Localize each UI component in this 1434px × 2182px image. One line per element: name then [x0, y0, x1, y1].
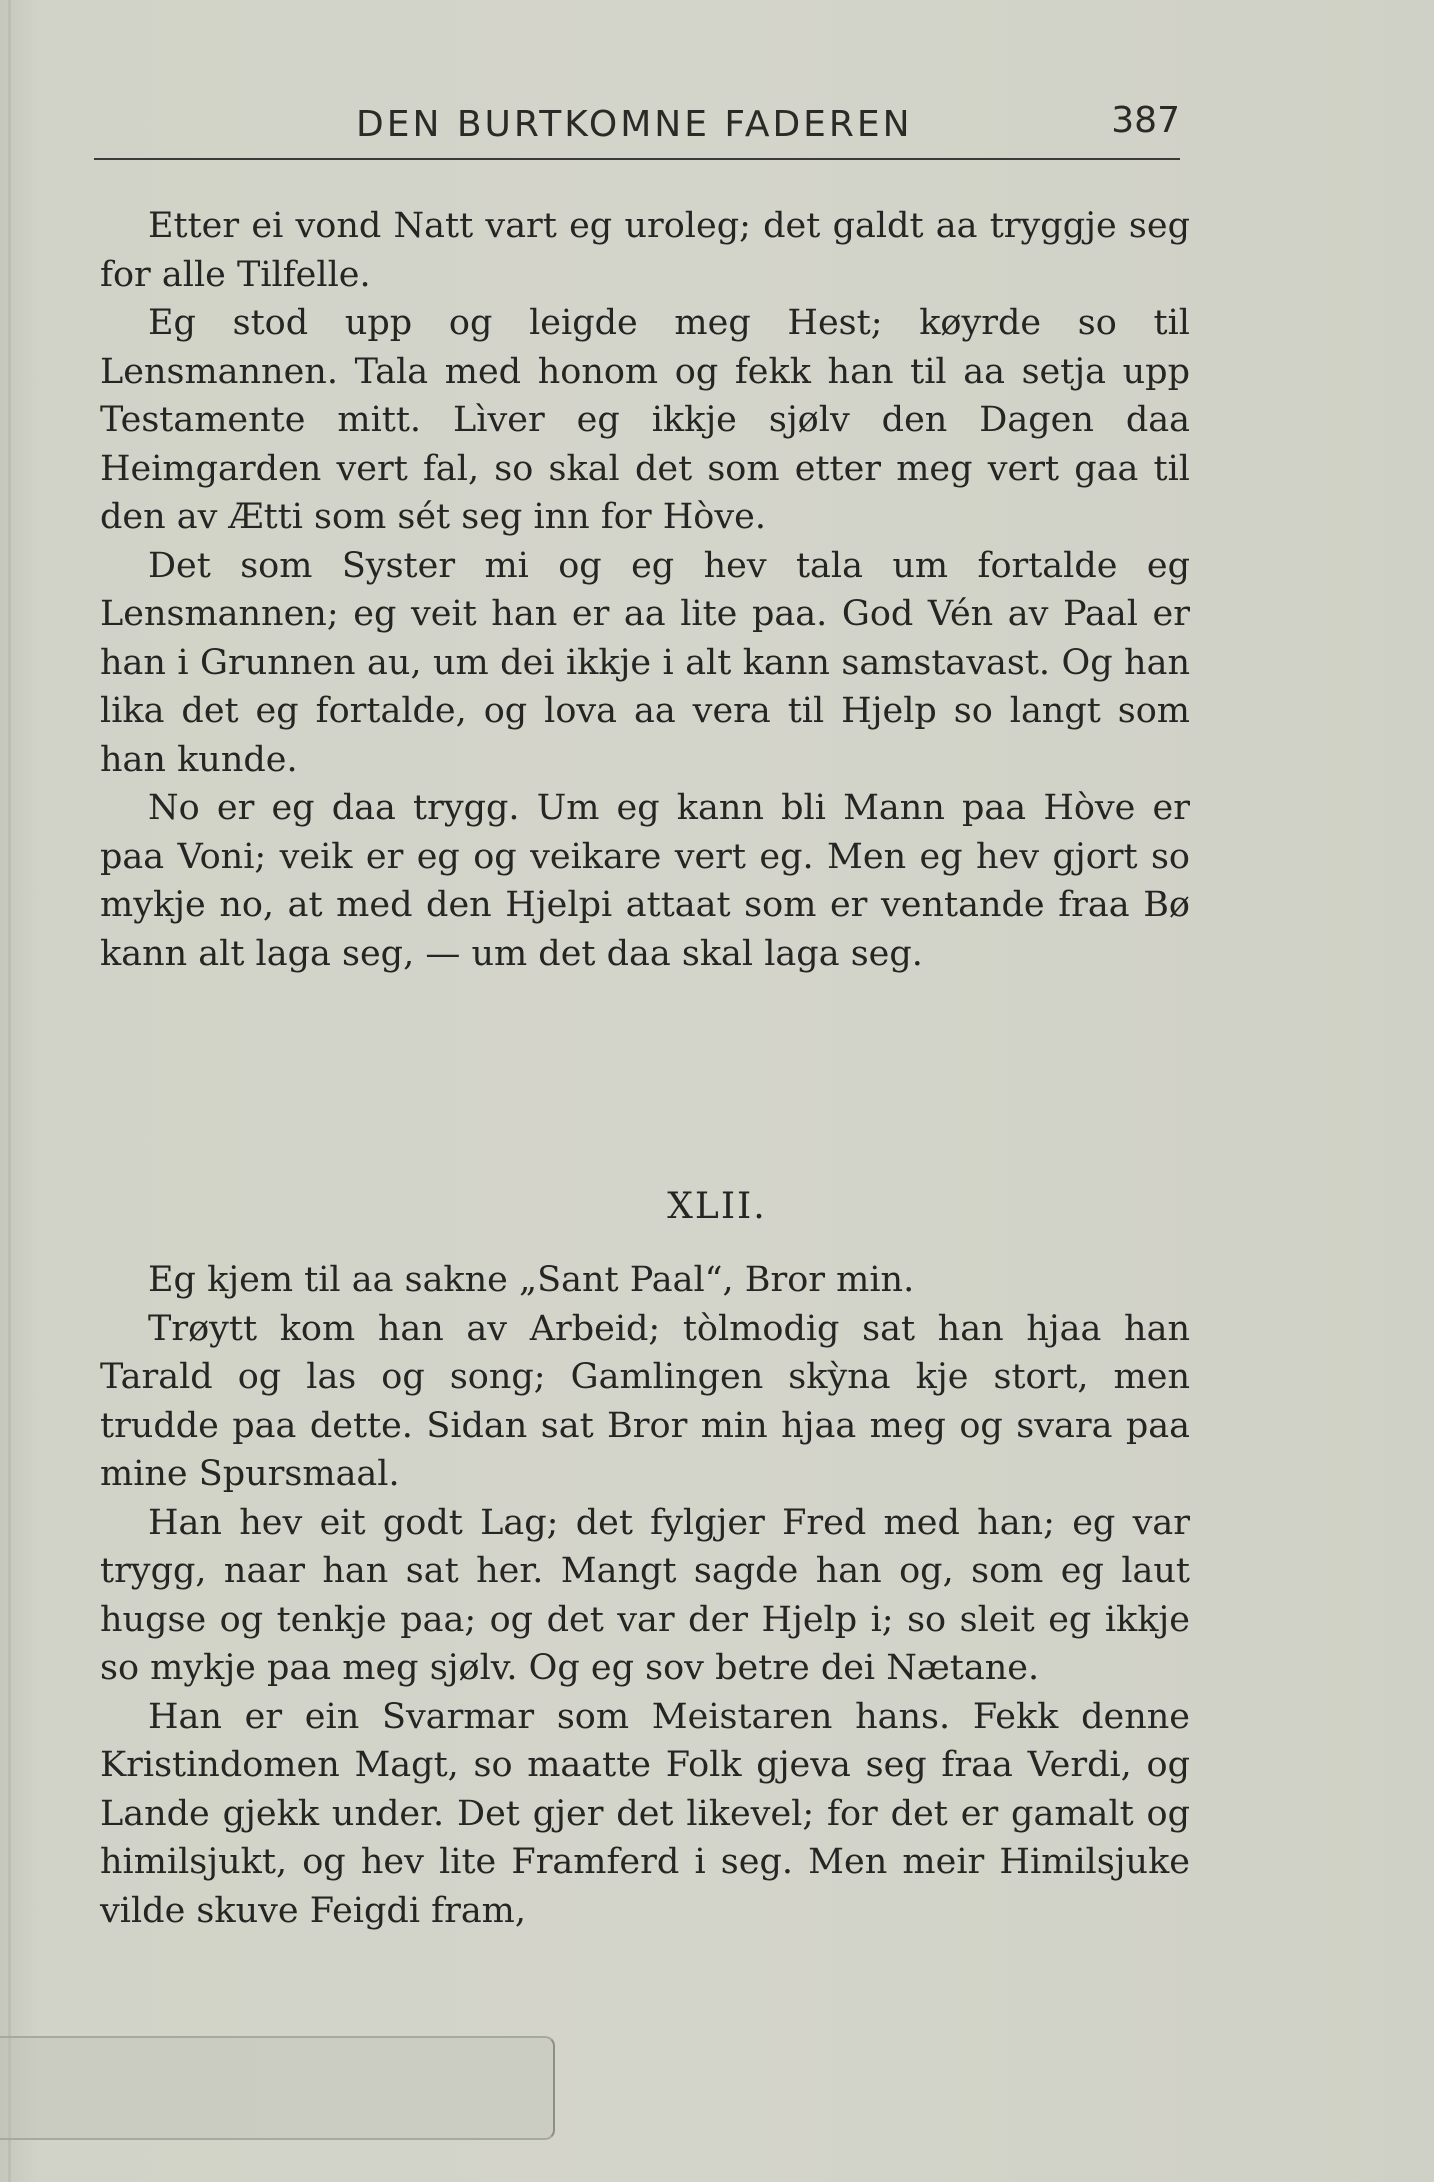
- chapter-heading: XLII.: [667, 1186, 767, 1227]
- paragraph: Han hev eit godt Lag; det fylgjer Fred med han; eg var trygg, naar han sat her. Mangt sagde han og, som eg laut hugse og tenkje paa; og det var der Hjelp i; so sleit eg ikkje so mykje paa meg sjølv. Og eg sov betre dei Nætane.: [100, 1502, 1190, 1688]
- section-two-text: [100, 1256, 1190, 1935]
- page-number: 387: [1111, 100, 1180, 141]
- paragraph: Etter ei vond Natt vart eg uroleg; det galdt aa tryggje seg for alle Tilfelle.: [100, 206, 1190, 295]
- paragraph: Eg stod upp og leigde meg Hest; køyrde so til Lensmannen. Tala med honom og fekk han til aa setja upp Testamente mitt. Lìver eg ikkje sjølv den Dagen daa Heimgarden vert fal, so skal det som etter meg vert gaa til den av Ætti som sét seg inn for Hòve.: [100, 303, 1190, 537]
- paragraph: Trøytt kom han av Arbeid; tòlmodig sat han hjaa han Tarald og las og song; Gamlingen skỳna kje stort, men trudde paa dette. Sidan sat Bror min hjaa meg og svara paa mine Spursmaal.: [100, 1308, 1190, 1494]
- page-edge: [8, 0, 11, 2182]
- paper-slip: [0, 2036, 555, 2140]
- header-rule: [94, 158, 1180, 160]
- page-header: [94, 100, 1180, 172]
- running-title: DEN BURTKOMNE FADEREN: [356, 104, 913, 145]
- section-one-text: [100, 202, 1190, 978]
- paragraph: Eg kjem til aa sakne „Sant Paal“, Bror min.: [148, 1260, 915, 1300]
- paragraph: Han er ein Svarmar som Meistaren hans. Fekk denne Kristindomen Magt, so maatte Folk gjeva seg fraa Verdi, og Lande gjekk under. Det gjer det likevel; for det er gamalt og himilsjukt, og hev lite Framferd i seg. Men meir Himilsjuke vilde skuve Feigdi fram,: [100, 1696, 1190, 1931]
- paragraph: No er eg daa trygg. Um eg kann bli Mann paa Hòve er paa Voni; veik er eg og veikare vert eg. Men eg hev gjort so mykje no, at med den Hjelpi attaat som er ventande fraa Bø kann alt laga seg, — um det daa skal laga seg.: [100, 788, 1190, 974]
- paragraph: Det som Syster mi og eg hev tala um fortalde eg Lensmannen; eg veit han er aa lite paa. God Vén av Paal er han i Grunnen au, um dei ikkje i alt kann samstavast. Og han lika det eg fortalde, og lova aa vera til Hjelp so langt som han kunde.: [100, 545, 1190, 780]
